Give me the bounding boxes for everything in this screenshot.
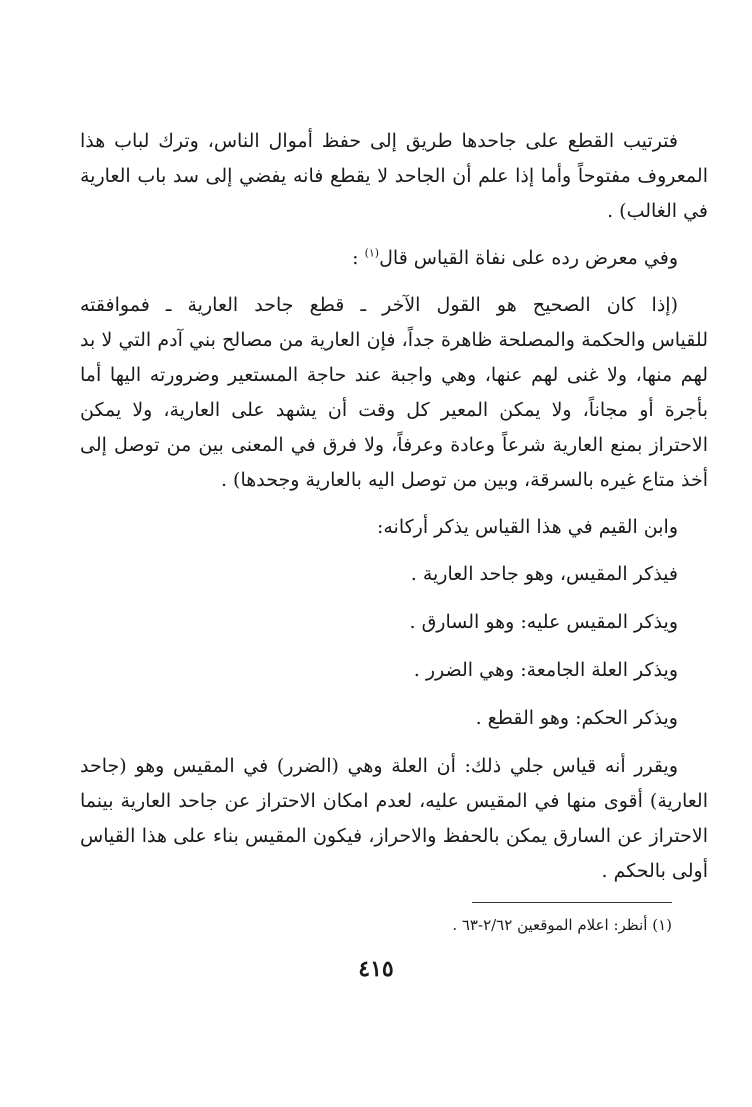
text-line <box>80 241 678 276</box>
text-line: لهم منها، ولا غنى لهم عنها، وهي واجبة عند حاجة المستعير وضرورته اليها أما <box>80 364 708 386</box>
pillar-item: ويذكر العلة الجامعة: وهي الضرر . <box>413 659 678 681</box>
text-line: فترتيب القطع على جاحدها طريق إلى حفظ أموال الناس، وترك لباب هذا <box>80 130 678 152</box>
text-line: أخذ متاع غيره بالسرقة، وبين من توصل اليه بالعارية وجحدها) . <box>220 469 708 491</box>
text-line: المعروف مفتوحاً وأما إذا علم أن الجاحد لا يقطع فانه يفضي إلى سد باب العارية <box>80 165 708 187</box>
paragraph-quote <box>80 288 708 498</box>
pillar-item: ويذكر الحكم: وهو القطع . <box>475 707 678 729</box>
page-number: ٤١٥ <box>358 956 394 982</box>
quote-intro-colon: : <box>352 247 359 269</box>
quote-intro-text: وفي معرض رده على نفاة القياس قال <box>379 247 678 269</box>
pillar-item: ويذكر المقيس عليه: وهو السارق . <box>409 611 678 633</box>
paragraph-intro <box>80 124 708 229</box>
pillar-item: فيذكر المقيس، وهو جاحد العارية . <box>410 563 678 585</box>
text-line: في الغالب) . <box>607 200 708 222</box>
main-text <box>80 124 708 901</box>
footnote-reference: (١) <box>364 246 380 260</box>
footnote-divider <box>472 902 672 903</box>
text-line: (إذا كان الصحيح هو القول الآخر ـ قطع جاحد العارية ـ فموافقته <box>80 294 678 316</box>
text-line: الاحتراز عن السارق يمكن بالحفظ والاحراز، فيكون المقيس بناء على هذا القياس <box>80 825 708 847</box>
text-line: أولى بالحكم . <box>601 860 708 882</box>
text-line: الاحتراز بمنع العارية شرعاً وعادة وعرفاً، ولا فرق في المعنى بين من توصل إلى <box>80 434 708 456</box>
text-line: وابن القيم في هذا القياس يذكر أركانه: <box>376 516 678 538</box>
paragraph-quote-intro <box>80 241 708 276</box>
text-line: بأجرة أو مجاناً، ولا يمكن المعير كل وقت أن يشهد على العارية، ولا يمكن <box>80 399 708 421</box>
footnote: (١) أنظر: اعلام الموقعين ٢/٦٢-٦٣ . <box>452 916 672 934</box>
text-line: للقياس والحكمة والمصلحة ظاهرة جداً، فإن العارية من مصالح بني آدم التي لا بد <box>80 329 708 351</box>
text-line: ويقرر أنه قياس جلي ذلك: أن العلة وهي (الضرر) في المقيس وهو (جاحد <box>80 755 678 777</box>
text-line: العارية) أقوى منها في المقيس عليه، لعدم امكان الاحتراز عن جاحد العارية بينما <box>80 790 708 812</box>
paragraph-pillars-intro <box>80 510 708 545</box>
paragraph-conclusion <box>80 749 708 889</box>
